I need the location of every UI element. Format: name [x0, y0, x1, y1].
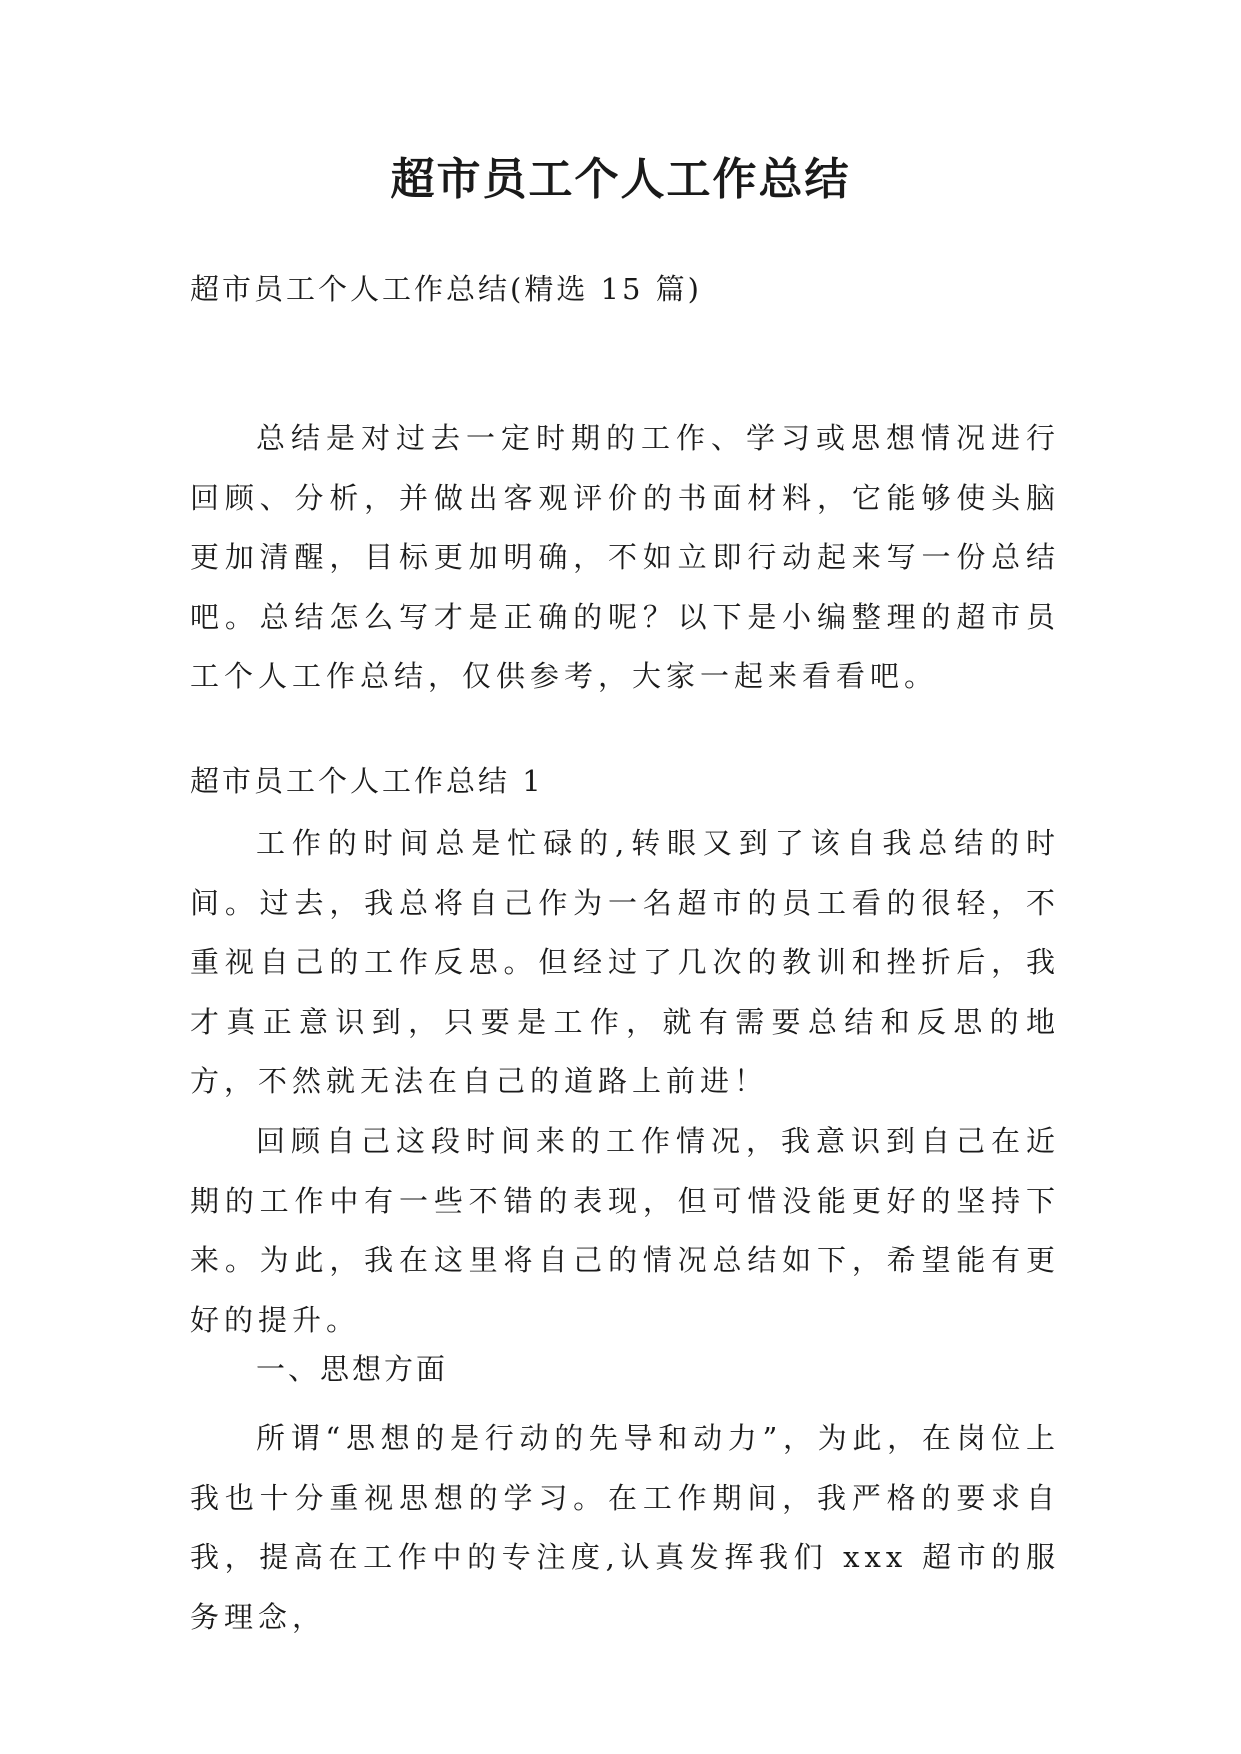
body-paragraph: 工作的时间总是忙碌的,转眼又到了该自我总结的时间。过去，我总将自己作为一名超市的员工看的很轻，不重视自己的工作反思。但经过了几次的教训和挫折后，我才真正意识到，只要是工作，就有需要总结和反思的地方，不然就无法在自己的道路上前进！ — [190, 826, 1060, 1098]
section-heading: 超市员工个人工作总结 1 — [190, 764, 544, 798]
body-paragraph: 回顾自己这段时间来的工作情况，我意识到自己在近期的工作中有一些不错的表现，但可惜没能更好的坚持下来。为此，我在这里将自己的情况总结如下，希望能有更好的提升。 — [190, 1124, 1060, 1337]
body-paragraph: 所谓“思想的是行动的先导和动力”，为此，在岗位上我也十分重视思想的学习。在工作期间，我严格的要求自我，提高在工作中的专注度,认真发挥我们 xxx 超市的服务理念， — [190, 1421, 1060, 1634]
document-title: 超市员工个人工作总结 — [390, 154, 851, 205]
item-heading: 一、思想方面 — [256, 1352, 449, 1386]
document-subtitle: 超市员工个人工作总结(精选 15 篇) — [190, 272, 702, 306]
intro-paragraph: 总结是对过去一定时期的工作、学习或思想情况进行回顾、分析，并做出客观评价的书面材料，它能够使头脑更加清醒，目标更加明确，不如立即行动起来写一份总结吧。总结怎么写才是正确的呢？以下是小编整理的超市员工个人工作总结，仅供参考，大家一起来看看吧。 — [190, 421, 1060, 693]
